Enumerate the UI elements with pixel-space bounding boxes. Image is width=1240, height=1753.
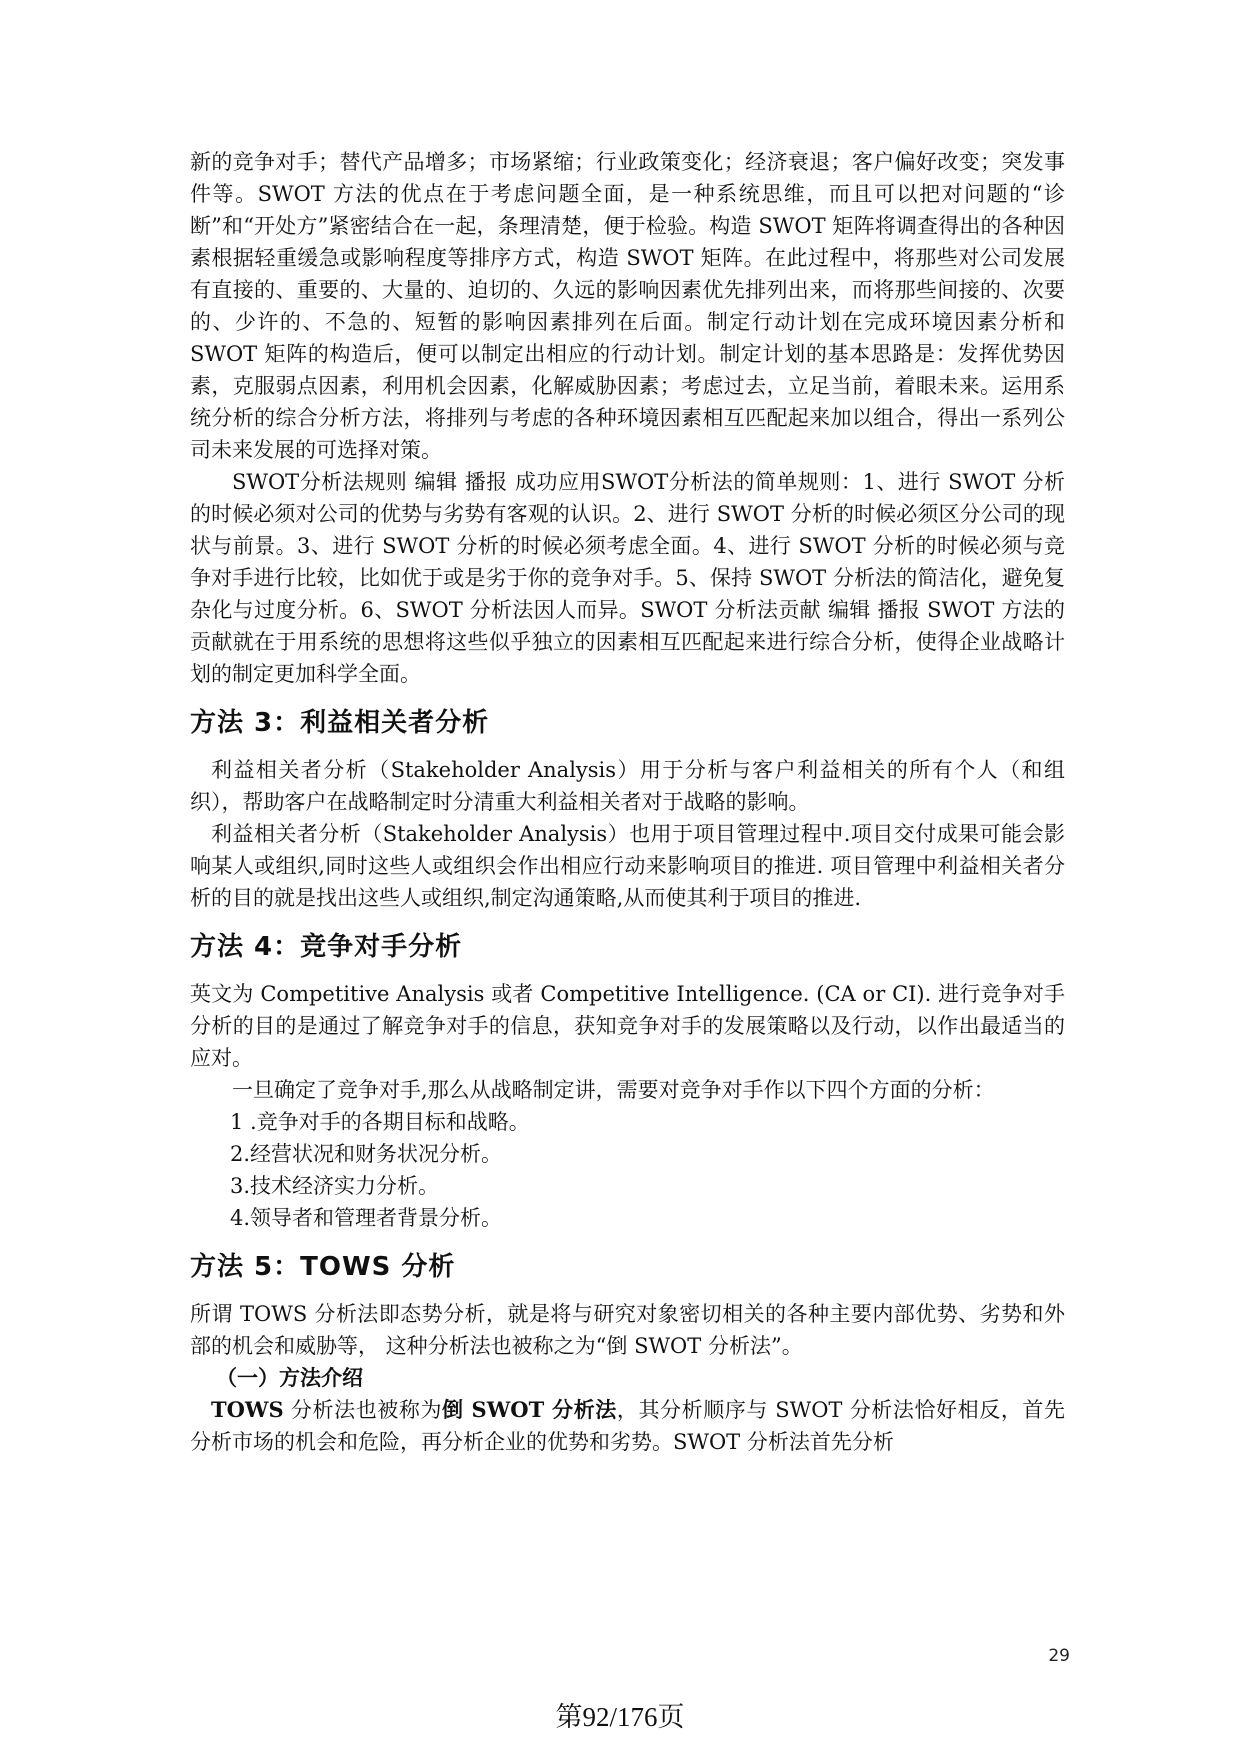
inverse-swot-term: 倒 SWOT 分析法 [442, 1397, 617, 1422]
method-3-paragraph-2: 利益相关者分析（Stakeholder Analysis）也用于项目管理过程中.项目交付成果可能会影响某人或组织,同时这些人或组织会作出相应行动来影响项目的推进. 项目管理中利益相关者分析的目的就是找出这些人或组织,制定沟通策略,从而使其利于项目的推进. [190, 822, 1065, 910]
method-5-text-a: 分析法也被称为 [283, 1398, 443, 1422]
method-5-text-b: ，其分析顺序与 SWOT 分析法恰好相反，首先分析市场的机会和危险，再分析企业的优势和劣势。SWOT 分析法首先分析 [190, 1398, 1065, 1454]
list-item: 2.经营状况和财务状况分析。 [230, 1142, 503, 1166]
method-4-heading: 方法 4：竞争对手分析 [190, 932, 463, 962]
method-5-paragraph-2 [190, 1394, 1065, 1458]
list-item: 4.领导者和管理者背景分析。 [230, 1206, 503, 1230]
swot-paragraph-2: SWOT分析法规则 编辑 播报 成功应用SWOT分析法的简单规则：1、进行 SWOT 分析的时候必须对公司的优势与劣势有客观的认识。2、进行 SWOT 分析的时候必须区分公司的现状与前景。3、进行 SWOT 分析的时候必须考虑全面。4、进行 SWOT 分析的时候必须与竞争对手进行比较，比如优于或是劣于你的竞争对手。5、保持 SWOT 分析法的简洁化，避免复杂化与过度分析。6、SWOT 分析法因人而异。SWOT 分析法贡献 编辑 播报 SWOT 方法的贡献就在于用系统的思想将这些似乎独立的因素相互匹配起来进行综合分析，使得企业战略计划的制定更加科学全面。 [190, 470, 1065, 686]
page-content [190, 146, 1065, 1458]
tows-lead-term: TOWS [211, 1397, 284, 1422]
method-5-paragraph-1: 所谓 TOWS 分析法即态势分析，就是将与研究对象密切相关的各种主要内部优势、劣势和外部的机会和威胁等， 这种分析法也被称之为“倒 SWOT 分析法”。 [190, 1302, 1065, 1358]
list-item: 1 .竞争对手的各期目标和战略。 [230, 1110, 530, 1134]
method-4-paragraph-1: 英文为 Competitive Analysis 或者 Competitive Intelligence. (CA or CI). 进行竞争对手分析的目的是通过了解竞争对手的信息，获知竞争对手的发展策略以及行动，以作出最适当的应对。 [190, 982, 1065, 1070]
page-number: 29 [1048, 1646, 1070, 1666]
swot-paragraph-1: 新的竞争对手；替代产品增多；市场紧缩；行业政策变化；经济衰退；客户偏好改变；突发事件等。SWOT 方法的优点在于考虑问题全面，是一种系统思维，而且可以把对问题的“诊断”和“开处方”紧密结合在一起，条理清楚，便于检验。构造 SWOT 矩阵将调查得出的各种因素根据轻重缓急或影响程度等排序方式，构造 SWOT 矩阵。在此过程中，将那些对公司发展有直接的、重要的、大量的、迫切的、久远的影响因素优先排列出来，而将那些间接的、次要的、少许的、不急的、短暂的影响因素排列在后面。制定行动计划在完成环境因素分析和 SWOT 矩阵的构造后，便可以制定出相应的行动计划。制定计划的基本思路是：发挥优势因素，克服弱点因素，利用机会因素，化解威胁因素；考虑过去，立足当前，着眼未来。运用系统分析的综合分析方法，将排列与考虑的各种环境因素相互匹配起来加以组合，得出一系列公司未来发展的可选择对策。 [190, 150, 1065, 462]
method-3-heading: 方法 3：利益相关者分析 [190, 708, 490, 738]
method-5-subheading: （一）方法介绍 [216, 1365, 363, 1390]
method-4-paragraph-2: 一旦确定了竞争对手,那么从战略制定讲，需要对竞争对手作以下四个方面的分析： [232, 1078, 995, 1102]
page-indicator: 第92/176页 [555, 1702, 685, 1732]
method-3-paragraph-1: 利益相关者分析（Stakeholder Analysis）用于分析与客户利益相关的所有个人（和组织），帮助客户在战略制定时分清重大利益相关者对于战略的影响。 [190, 758, 1065, 814]
method-5-heading: 方法 5：TOWS 分析 [190, 1252, 456, 1282]
list-item: 3.技术经济实力分析。 [230, 1174, 440, 1198]
